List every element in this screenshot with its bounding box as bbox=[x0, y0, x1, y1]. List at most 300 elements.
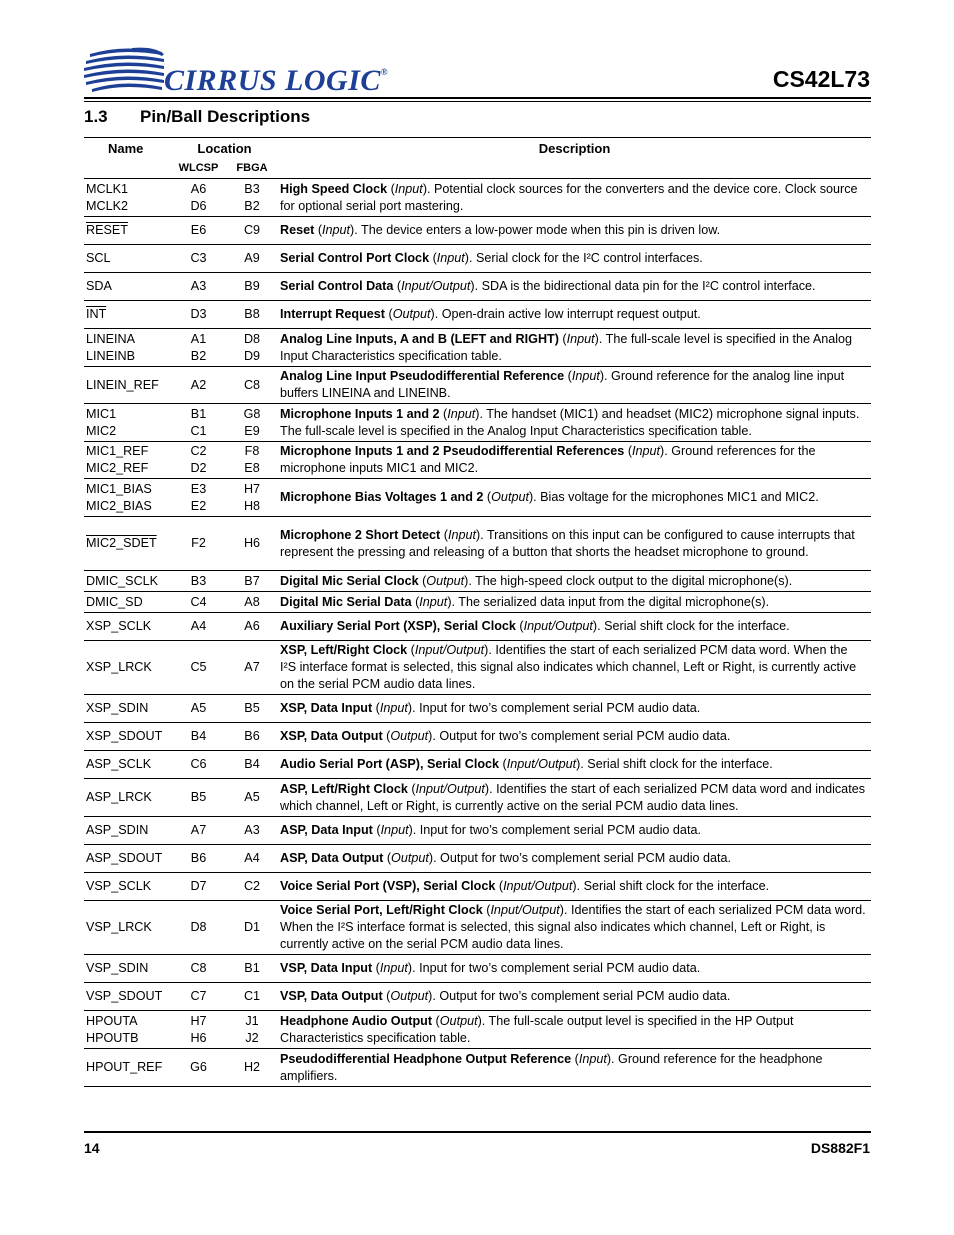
pin-function-title: XSP, Left/Right Clock bbox=[280, 643, 408, 658]
pin-description-text: . Output for two’s complement serial PCM audio data. bbox=[433, 851, 732, 866]
table-row bbox=[84, 571, 871, 592]
pin-description: Audio Serial Port (ASP), Serial Clock (Input/Output). Serial shift clock for the interface. bbox=[278, 751, 871, 779]
table-row bbox=[84, 779, 871, 817]
fbga-location bbox=[226, 367, 278, 404]
wlcsp-location-value: A6 bbox=[190, 181, 207, 196]
pin-name bbox=[84, 479, 171, 517]
fbga-location bbox=[226, 442, 278, 479]
wlcsp-location-value: G6 bbox=[190, 1060, 207, 1075]
fbga-location bbox=[226, 955, 278, 983]
fbga-location-value: B8 bbox=[244, 307, 260, 322]
pin-name-value: XSP_LRCK bbox=[86, 660, 152, 675]
pin-direction: Output bbox=[392, 307, 431, 322]
pin-description-text: . Output for two’s complement serial PCM audio data. bbox=[432, 989, 731, 1004]
pin-description-text: . The full-scale output level is specified in the HP Output Characteristics specification table. bbox=[280, 1013, 794, 1045]
fbga-location-value: B4 bbox=[244, 757, 260, 772]
table-row bbox=[84, 695, 871, 723]
fbga-location-value: E9 bbox=[244, 423, 260, 438]
pin-direction: Output bbox=[439, 1013, 478, 1028]
pin-direction: Input bbox=[566, 331, 595, 346]
wlcsp-location-value: H6 bbox=[190, 1030, 207, 1045]
pin-name-value: XSP_SDIN bbox=[86, 701, 149, 716]
wlcsp-location bbox=[171, 901, 226, 955]
table-row bbox=[84, 1049, 871, 1087]
pin-function-title: Voice Serial Port, Left/Right Clock bbox=[280, 903, 483, 918]
pin-description: XSP, Left/Right Clock (Input/Output). Identifies the start of each serialized PCM data word. When the I²S interface format is selected, this signal also indicates which channel, Left or Right, is currently active on the serial PCM audio data lines. bbox=[278, 641, 871, 695]
pin-name bbox=[84, 592, 171, 613]
pin-function-title: Analog Line Inputs, A and B (LEFT and RIGHT) bbox=[280, 331, 559, 346]
fbga-location bbox=[226, 751, 278, 779]
pin-name-value: MCLK1 bbox=[86, 181, 128, 196]
wlcsp-location-value: C7 bbox=[190, 989, 207, 1004]
wlcsp-location-value: C1 bbox=[190, 423, 207, 438]
fbga-location-value: E8 bbox=[244, 461, 260, 475]
fbga-location-value: B2 bbox=[244, 198, 260, 213]
pin-function-title: Pseudodifferential Headphone Output Reference bbox=[280, 1051, 572, 1066]
fbga-location-value: A4 bbox=[244, 851, 260, 866]
wlcsp-location bbox=[171, 695, 226, 723]
pin-function-title: Microphone Bias Voltages 1 and 2 bbox=[280, 490, 484, 505]
wlcsp-location bbox=[171, 613, 226, 641]
pin-name-value: MIC2_BIAS bbox=[86, 498, 152, 513]
pin-description-text: . Potential clock sources for the converters and the device core. Clock source for optional serial port mastering. bbox=[280, 181, 858, 213]
fbga-location bbox=[226, 779, 278, 817]
wlcsp-location-value: B6 bbox=[190, 851, 207, 866]
wlcsp-location-value: B2 bbox=[190, 348, 207, 363]
fbga-location bbox=[226, 845, 278, 873]
wlcsp-location-value: C3 bbox=[190, 251, 207, 266]
fbga-location bbox=[226, 613, 278, 641]
pin-description: Digital Mic Serial Data (Input). The serialized data input from the digital microphone(s). bbox=[278, 592, 871, 613]
pin-function-title: Serial Control Port Clock bbox=[280, 251, 430, 266]
wlcsp-location bbox=[171, 1011, 226, 1049]
fbga-location-value: F8 bbox=[244, 444, 260, 459]
wlcsp-location bbox=[171, 329, 226, 367]
wlcsp-location-value: A3 bbox=[190, 279, 207, 294]
wlcsp-location bbox=[171, 983, 226, 1011]
pin-description: Microphone Inputs 1 and 2 (Input). The handset (MIC1) and headset (MIC2) microphone signal inputs. The full-scale level is specified in the Analog Input Characteristics specification table. bbox=[278, 404, 871, 442]
pin-name-value: DMIC_SD bbox=[86, 594, 143, 609]
table-row bbox=[84, 641, 871, 695]
logo-wordmark: CIRRUS LOGIC® bbox=[164, 64, 389, 97]
fbga-location bbox=[226, 695, 278, 723]
wlcsp-location bbox=[171, 517, 226, 571]
wlcsp-location-value: A5 bbox=[190, 701, 207, 716]
pin-direction: Output bbox=[491, 490, 529, 505]
pin-description: ASP, Data Output (Output). Output for two’s complement serial PCM audio data. bbox=[278, 845, 871, 873]
fbga-location bbox=[226, 571, 278, 592]
pin-description: XSP, Data Input (Input). Input for two’s complement serial PCM audio data. bbox=[278, 695, 871, 723]
wlcsp-location bbox=[171, 723, 226, 751]
pin-function-title: Microphone Inputs 1 and 2 Pseudodifferential References bbox=[280, 444, 625, 459]
pin-name-value: MIC1_BIAS bbox=[86, 481, 152, 496]
pin-description-text: . Bias voltage for the microphones MIC1 and MIC2. bbox=[533, 490, 819, 505]
pin-function-title: Digital Mic Serial Clock bbox=[280, 573, 419, 588]
pin-name-value: MCLK2 bbox=[86, 198, 128, 213]
fbga-location bbox=[226, 817, 278, 845]
wlcsp-location bbox=[171, 1049, 226, 1087]
fbga-location bbox=[226, 273, 278, 301]
pin-name bbox=[84, 751, 171, 779]
fbga-location-value: J2 bbox=[245, 1030, 259, 1045]
fbga-location-value: A6 bbox=[244, 619, 260, 634]
table-row bbox=[84, 479, 871, 517]
pin-description: ASP, Left/Right Clock (Input/Output). Identifies the start of each serialized PCM data word and indicates which channel, Left or Right, is currently active on the serial PCM audio data lines. bbox=[278, 779, 871, 817]
pin-direction: Input bbox=[419, 594, 448, 609]
pin-name-value: ASP_SCLK bbox=[86, 757, 152, 772]
pin-name bbox=[84, 442, 171, 479]
table-row bbox=[84, 592, 871, 613]
footer-rule bbox=[84, 1131, 871, 1133]
pin-function-title: Microphone 2 Short Detect bbox=[280, 527, 441, 542]
fbga-location-value: D9 bbox=[243, 348, 261, 363]
pin-name bbox=[84, 695, 171, 723]
pin-description: Voice Serial Port, Left/Right Clock (Input/Output). Identifies the start of each serialized PCM data word. When the I²S interface format is selected, this signal also indicates which channel, Left or Right, is currently active on the serial PCM audio data lines. bbox=[278, 901, 871, 955]
wlcsp-location bbox=[171, 442, 226, 479]
table-row bbox=[84, 217, 871, 245]
wlcsp-location-value: C8 bbox=[190, 961, 207, 976]
pin-function-title: Auxiliary Serial Port (XSP), Serial Clock bbox=[280, 619, 516, 634]
pin-description-table bbox=[84, 137, 871, 1087]
fbga-location bbox=[226, 873, 278, 901]
pin-name bbox=[84, 301, 171, 329]
pin-direction: Input bbox=[380, 823, 409, 838]
wlcsp-location-value: H7 bbox=[190, 1013, 207, 1028]
fbga-location bbox=[226, 723, 278, 751]
pin-function-title: High Speed Clock bbox=[280, 181, 388, 196]
fbga-location-value: B9 bbox=[244, 279, 260, 294]
pin-description-text: . Serial shift clock for the interface. bbox=[597, 619, 790, 634]
pin-function-title: Reset bbox=[280, 223, 315, 238]
pin-description-text: . Ground references for the microphone inputs MIC1 and MIC2. bbox=[280, 444, 816, 475]
wlcsp-location-value: F2 bbox=[191, 536, 206, 551]
pin-name-value: HPOUTB bbox=[86, 1030, 139, 1045]
pin-name-value: DMIC_SCLK bbox=[86, 573, 159, 588]
pin-name-value: VSP_LRCK bbox=[86, 920, 152, 935]
pin-name bbox=[84, 723, 171, 751]
fbga-location-value: A7 bbox=[244, 660, 260, 675]
table-row bbox=[84, 179, 871, 217]
header-wlcsp: WLCSP bbox=[171, 158, 226, 179]
pin-name bbox=[84, 571, 171, 592]
table-row bbox=[84, 723, 871, 751]
pin-name-value: MIC1 bbox=[86, 406, 117, 421]
pin-direction: Input/Output bbox=[523, 619, 593, 634]
pin-description: Reset (Input). The device enters a low-power mode when this pin is driven low. bbox=[278, 217, 871, 245]
pin-description: Headphone Audio Output (Output). The full-scale output level is specified in the HP Output Characteristics specification table. bbox=[278, 1011, 871, 1049]
document-title: CS42L73 bbox=[772, 66, 870, 92]
pin-name bbox=[84, 873, 171, 901]
pin-description-text: . The device enters a low-power mode when this pin is driven low. bbox=[354, 223, 721, 238]
pin-direction: Input bbox=[632, 444, 661, 459]
pin-description-text: . Serial clock for the I²C control interfaces. bbox=[469, 251, 703, 266]
header-rule-thin bbox=[84, 101, 871, 102]
table-row bbox=[84, 245, 871, 273]
wlcsp-location-value: C6 bbox=[190, 757, 207, 772]
section-heading bbox=[84, 107, 310, 127]
table-row bbox=[84, 517, 871, 571]
pin-name bbox=[84, 517, 171, 571]
pin-description: Analog Line Input Pseudodifferential Reference (Input). Ground reference for the analog line input buffers LINEINA and LINEINB. bbox=[278, 367, 871, 404]
table-row bbox=[84, 983, 871, 1011]
wlcsp-location bbox=[171, 641, 226, 695]
pin-name-value: ASP_SDOUT bbox=[86, 851, 163, 866]
wlcsp-location-value: A7 bbox=[190, 823, 207, 838]
wlcsp-location bbox=[171, 179, 226, 217]
pin-direction: Input/Output bbox=[503, 879, 573, 894]
pin-name bbox=[84, 179, 171, 217]
fbga-location bbox=[226, 1011, 278, 1049]
pin-direction: Input/Output bbox=[490, 903, 560, 918]
pin-description-text: . Serial shift clock for the interface. bbox=[576, 879, 770, 894]
table-row bbox=[84, 873, 871, 901]
fbga-location-value: A8 bbox=[244, 594, 260, 609]
fbga-location-value: B3 bbox=[244, 181, 260, 196]
wlcsp-location-value: C4 bbox=[190, 594, 207, 609]
pin-description-text: . Identifies the start of each serialized PCM data word. When the I²S interface format is selected, this signal also indicates which channel, Left or Right, is currently active on the serial PCM audio data lines. bbox=[280, 643, 857, 691]
pin-name bbox=[84, 641, 171, 695]
wlcsp-location bbox=[171, 404, 226, 442]
pin-name bbox=[84, 329, 171, 367]
pin-name-value: XSP_SCLK bbox=[86, 619, 152, 634]
fbga-location-value: A3 bbox=[244, 823, 260, 838]
section-number: 1.3 bbox=[84, 107, 108, 126]
wlcsp-location bbox=[171, 273, 226, 301]
pin-description: High Speed Clock (Input). Potential clock sources for the converters and the device core. Clock source for optional serial port mastering. bbox=[278, 179, 871, 217]
fbga-location-value: D8 bbox=[243, 331, 261, 346]
fbga-location bbox=[226, 217, 278, 245]
pin-name-value: VSP_SCLK bbox=[86, 879, 152, 894]
document-id: DS882F1 bbox=[810, 1140, 870, 1156]
fbga-location-value: B5 bbox=[244, 701, 260, 716]
fbga-location bbox=[226, 517, 278, 571]
wlcsp-location-value: D2 bbox=[190, 461, 207, 475]
pin-direction: Input bbox=[322, 223, 351, 238]
wlcsp-location-value: E3 bbox=[190, 481, 207, 496]
pin-function-title: Headphone Audio Output bbox=[280, 1013, 433, 1028]
pin-description-text: . Input for two’s complement serial PCM audio data. bbox=[412, 701, 701, 716]
pin-name bbox=[84, 217, 171, 245]
wlcsp-location-value: D7 bbox=[190, 879, 207, 894]
section-title: Pin/Ball Descriptions bbox=[140, 107, 311, 126]
pin-description: Serial Control Data (Input/Output). SDA is the bidirectional data pin for the I²C control interface. bbox=[278, 273, 871, 301]
pin-name bbox=[84, 901, 171, 955]
fbga-location-value: C1 bbox=[243, 989, 261, 1004]
pin-description: VSP, Data Input (Input). Input for two’s complement serial PCM audio data. bbox=[278, 955, 871, 983]
pin-function-title: Serial Control Data bbox=[280, 279, 394, 294]
fbga-location-value: A5 bbox=[244, 790, 260, 805]
page-number: 14 bbox=[84, 1140, 100, 1156]
pin-direction: Input bbox=[578, 1051, 607, 1066]
fbga-location-value: B6 bbox=[244, 729, 260, 744]
pin-name-value: SCL bbox=[86, 251, 111, 266]
pin-description: Microphone Bias Voltages 1 and 2 (Output). Bias voltage for the microphones MIC1 and MIC2. bbox=[278, 479, 871, 517]
wlcsp-location bbox=[171, 873, 226, 901]
pin-direction: Input/Output bbox=[415, 781, 485, 796]
table-row bbox=[84, 901, 871, 955]
pin-name-value: XSP_SDOUT bbox=[86, 729, 163, 744]
wlcsp-location-value: B4 bbox=[190, 729, 207, 744]
wlcsp-location-value: A1 bbox=[190, 331, 207, 346]
wlcsp-location-value: D6 bbox=[190, 198, 207, 213]
pin-function-title: XSP, Data Input bbox=[280, 701, 373, 716]
pin-description-text: . Input for two’s complement serial PCM audio data. bbox=[412, 961, 701, 976]
pin-description: Digital Mic Serial Clock (Output). The high-speed clock output to the digital microphone(s). bbox=[278, 571, 871, 592]
wlcsp-location-value: C5 bbox=[190, 660, 207, 675]
pin-description: Interrupt Request (Output). Open-drain active low interrupt request output. bbox=[278, 301, 871, 329]
fbga-location-value: H8 bbox=[243, 498, 261, 513]
wlcsp-location bbox=[171, 592, 226, 613]
table-row bbox=[84, 367, 871, 404]
pin-direction: Input bbox=[379, 701, 408, 716]
pin-function-title: Microphone Inputs 1 and 2 bbox=[280, 406, 440, 421]
pin-description-text: . Serial shift clock for the interface. bbox=[580, 757, 773, 772]
wlcsp-location-value: B5 bbox=[190, 790, 207, 805]
pin-direction: Input/Output bbox=[506, 757, 577, 772]
pin-direction: Output bbox=[391, 851, 429, 866]
pin-description-text: . Identifies the start of each serialized PCM data word. When the I²S interface format is selected, this signal also indicates which channel, Left or Right, is currently active on the serial PCM audio data lines. bbox=[280, 903, 866, 951]
pin-name-value: VSP_SDOUT bbox=[86, 989, 163, 1004]
pin-description-text: . Open-drain active low interrupt request output. bbox=[434, 307, 701, 322]
pin-direction: Input/Output bbox=[414, 643, 485, 658]
pin-direction: Input bbox=[394, 181, 423, 196]
header-name: Name bbox=[84, 138, 171, 159]
wlcsp-location-value: B3 bbox=[190, 573, 207, 588]
wlcsp-location bbox=[171, 301, 226, 329]
fbga-location-value: C9 bbox=[243, 223, 261, 238]
pin-name-value: $\overline{INT}$ bbox=[86, 307, 107, 322]
pin-function-title: Digital Mic Serial Data bbox=[280, 594, 412, 609]
pin-name-value: RESET bbox=[86, 223, 128, 238]
fbga-location-value: D1 bbox=[243, 920, 261, 935]
table-row bbox=[84, 955, 871, 983]
pin-description-text: . SDA is the bidirectional data pin for the I²C control interface. bbox=[474, 279, 816, 294]
pin-function-title: Voice Serial Port (VSP), Serial Clock bbox=[280, 879, 496, 894]
fbga-location bbox=[226, 245, 278, 273]
pin-description: Microphone Inputs 1 and 2 Pseudodifferential References (Input). Ground references for the microphone inputs MIC1 and MIC2. bbox=[278, 442, 871, 479]
wlcsp-location bbox=[171, 245, 226, 273]
pin-name bbox=[84, 1011, 171, 1049]
pin-name-value: MIC2_REF bbox=[86, 461, 149, 475]
fbga-location-value: C2 bbox=[243, 879, 261, 894]
pin-function-title: ASP, Left/Right Clock bbox=[280, 781, 408, 796]
pin-function-title: Interrupt Request bbox=[280, 307, 385, 322]
fbga-location bbox=[226, 301, 278, 329]
wlcsp-location-value: E6 bbox=[190, 223, 207, 238]
pin-name bbox=[84, 245, 171, 273]
pin-description: Voice Serial Port (VSP), Serial Clock (Input/Output). Serial shift clock for the interface. bbox=[278, 873, 871, 901]
wlcsp-location bbox=[171, 217, 226, 245]
table-row bbox=[84, 613, 871, 641]
pin-name bbox=[84, 779, 171, 817]
pin-name-value: LINEINA bbox=[86, 331, 135, 346]
fbga-location bbox=[226, 1049, 278, 1087]
pin-description-text: . Ground reference for the analog line input buffers LINEINA and LINEINB. bbox=[280, 369, 845, 400]
pin-description-text: . Identifies the start of each serialized PCM data word and indicates which channel, Left or Right, is currently active on the serial PCM audio data lines. bbox=[280, 781, 865, 813]
pin-name-value: MIC2_SDET bbox=[86, 536, 157, 551]
pin-description-text: . Transitions on this input can be configured to cause interrupts that represent the pressing and releasing of a button that shorts the headset microphone to ground. bbox=[280, 527, 855, 559]
fbga-location-value: J1 bbox=[245, 1013, 259, 1028]
pin-function-title: XSP, Data Output bbox=[280, 729, 383, 744]
pin-description: XSP, Data Output (Output). Output for two’s complement serial PCM audio data. bbox=[278, 723, 871, 751]
pin-name bbox=[84, 817, 171, 845]
pin-name bbox=[84, 845, 171, 873]
wlcsp-location bbox=[171, 845, 226, 873]
pin-description-text: . Input for two’s complement serial PCM audio data. bbox=[412, 823, 701, 838]
table-row bbox=[84, 1011, 871, 1049]
pin-name-value: ASP_SDIN bbox=[86, 823, 149, 838]
pin-description-text: . The full-scale level is specified in the Analog Input Characteristics specification table. bbox=[280, 331, 853, 363]
fbga-location-value: A9 bbox=[244, 251, 260, 266]
header-blank-desc bbox=[278, 158, 871, 179]
fbga-location bbox=[226, 901, 278, 955]
fbga-location-value: C8 bbox=[243, 377, 261, 392]
pin-description-text: . The high-speed clock output to the digital microphone(s). bbox=[468, 573, 793, 588]
pin-description: Serial Control Port Clock (Input). Serial clock for the I²C control interfaces. bbox=[278, 245, 871, 273]
pin-direction: Output bbox=[390, 989, 429, 1004]
pin-name bbox=[84, 273, 171, 301]
pin-name-value: SDA bbox=[86, 279, 112, 294]
pin-function-title: ASP, Data Output bbox=[280, 851, 384, 866]
fbga-location bbox=[226, 479, 278, 517]
wlcsp-location-value: D8 bbox=[190, 920, 207, 935]
pin-name bbox=[84, 1049, 171, 1087]
pin-direction: Input bbox=[436, 251, 465, 266]
fbga-location-value: B1 bbox=[244, 961, 260, 976]
pin-direction: Input bbox=[379, 961, 408, 976]
wlcsp-location-value: A4 bbox=[190, 619, 207, 634]
wlcsp-location-value: A2 bbox=[190, 377, 207, 392]
pin-name bbox=[84, 404, 171, 442]
pin-description: Microphone 2 Short Detect (Input). Transitions on this input can be configured to cause interrupts that represent the pressing and releasing of a button that shorts the headset microphone to ground. bbox=[278, 517, 871, 571]
pin-function-title: Analog Line Input Pseudodifferential Reference bbox=[280, 369, 565, 384]
header-location: Location bbox=[171, 138, 278, 159]
pin-direction: Output bbox=[390, 729, 429, 744]
pin-name-value: HPOUT_REF bbox=[86, 1060, 163, 1075]
pin-direction: Input bbox=[571, 369, 600, 384]
table-row bbox=[84, 845, 871, 873]
fbga-location-value: H6 bbox=[243, 536, 261, 551]
pin-direction: Input bbox=[447, 527, 476, 542]
wlcsp-location-value: B1 bbox=[190, 406, 207, 421]
table-row bbox=[84, 404, 871, 442]
header-blank bbox=[84, 158, 171, 179]
wlcsp-location bbox=[171, 367, 226, 404]
fbga-location bbox=[226, 404, 278, 442]
fbga-location bbox=[226, 592, 278, 613]
wlcsp-location bbox=[171, 817, 226, 845]
wlcsp-location bbox=[171, 479, 226, 517]
header-fbga: FBGA bbox=[226, 158, 278, 179]
pin-name-value: ASP_LRCK bbox=[86, 790, 152, 805]
pin-description: Analog Line Inputs, A and B (LEFT and RIGHT) (Input). The full-scale level is specified in the Analog Input Characteristics specification table. bbox=[278, 329, 871, 367]
table-row bbox=[84, 273, 871, 301]
fbga-location bbox=[226, 329, 278, 367]
pin-function-title: VSP, Data Input bbox=[280, 961, 373, 976]
pin-name bbox=[84, 983, 171, 1011]
wlcsp-location bbox=[171, 779, 226, 817]
fbga-location-value: H7 bbox=[243, 481, 261, 496]
wlcsp-location bbox=[171, 571, 226, 592]
pin-description: Pseudodifferential Headphone Output Reference (Input). Ground reference for the headphone amplifiers. bbox=[278, 1049, 871, 1087]
fbga-location bbox=[226, 983, 278, 1011]
table-row bbox=[84, 301, 871, 329]
table-row bbox=[84, 751, 871, 779]
pin-function-title: ASP, Data Input bbox=[280, 823, 373, 838]
table-row bbox=[84, 329, 871, 367]
table-row bbox=[84, 817, 871, 845]
pin-rows bbox=[84, 179, 871, 1087]
